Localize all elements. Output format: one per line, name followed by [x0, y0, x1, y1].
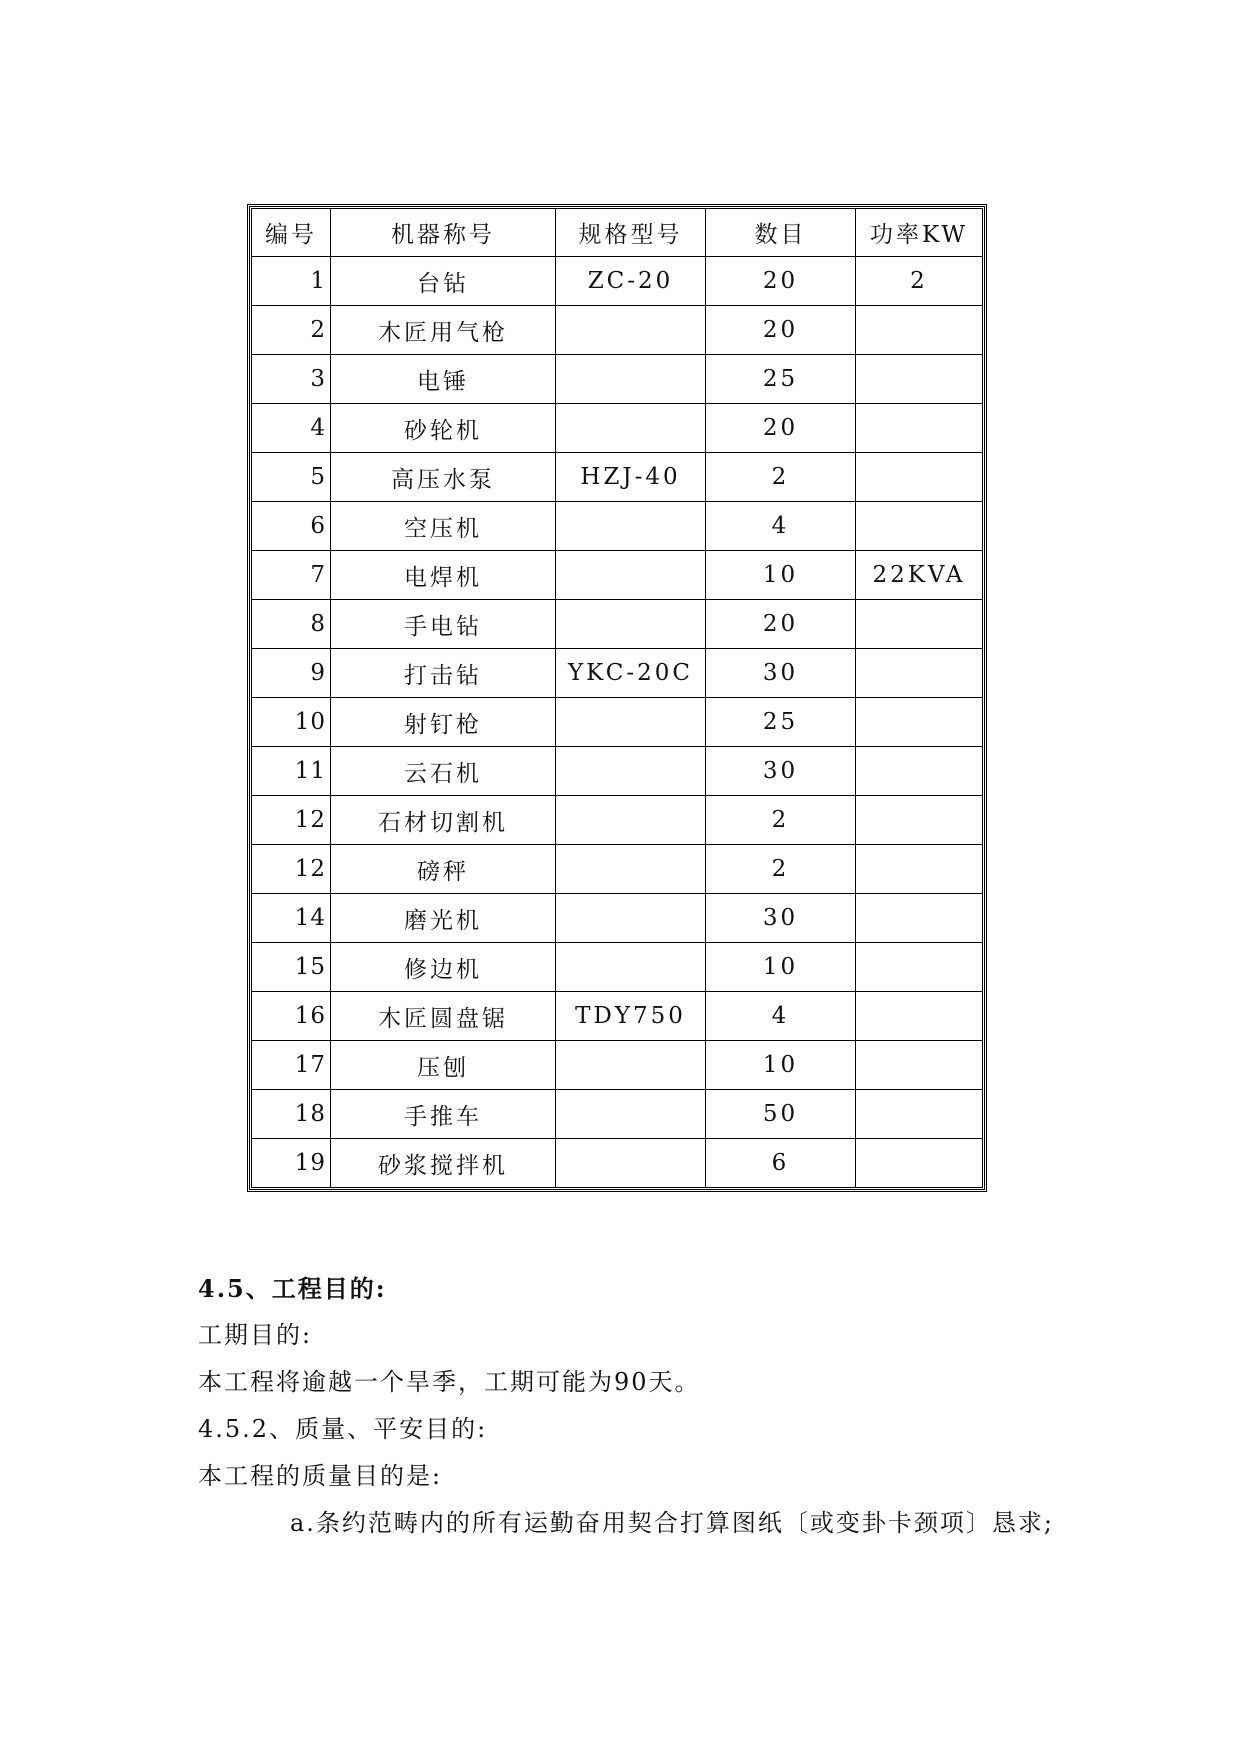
equipment-table [251, 208, 983, 1188]
cell-spec [556, 1139, 706, 1188]
cell-power: 2 [856, 257, 983, 306]
cell-power [856, 600, 983, 649]
cell-qty: 4 [706, 992, 856, 1041]
header-name: 机器称号 [331, 209, 556, 257]
cell-qty: 20 [706, 306, 856, 355]
cell-name: 高压水泵 [331, 453, 556, 502]
cell-spec [556, 502, 706, 551]
table-row [252, 894, 983, 943]
cell-qty: 2 [706, 796, 856, 845]
cell-qty: 10 [706, 943, 856, 992]
cell-power: 22KVA [856, 551, 983, 600]
cell-name: 磅秤 [331, 845, 556, 894]
cell-name: 打击钻 [331, 649, 556, 698]
cell-power [856, 355, 983, 404]
header-power: 功率KW [856, 209, 983, 257]
header-spec: 规格型号 [556, 209, 706, 257]
table-row [252, 845, 983, 894]
cell-power [856, 453, 983, 502]
section-heading: 4.5、工程目的: [198, 1274, 387, 1303]
table-row [252, 453, 983, 502]
cell-power [856, 894, 983, 943]
cell-name: 手推车 [331, 1090, 556, 1139]
cell-spec [556, 698, 706, 747]
table-row [252, 1041, 983, 1090]
paragraph-quality-intro: 本工程的质量目的是: [198, 1462, 443, 1490]
cell-spec [556, 600, 706, 649]
cell-qty: 2 [706, 453, 856, 502]
cell-no: 1 [252, 257, 331, 306]
cell-name: 石材切割机 [331, 796, 556, 845]
paragraph-schedule: 本工程将逾越一个旱季，工期可能为90天。 [198, 1368, 701, 1396]
cell-no: 5 [252, 453, 331, 502]
cell-name: 射钉枪 [331, 698, 556, 747]
cell-spec [556, 845, 706, 894]
table-row [252, 698, 983, 747]
cell-no: 10 [252, 698, 331, 747]
cell-qty: 10 [706, 551, 856, 600]
header-qty: 数目 [706, 209, 856, 257]
table-row [252, 306, 983, 355]
cell-name: 砂浆搅拌机 [331, 1139, 556, 1188]
cell-qty: 10 [706, 1041, 856, 1090]
cell-power [856, 1090, 983, 1139]
cell-power [856, 1041, 983, 1090]
cell-name: 空压机 [331, 502, 556, 551]
cell-no: 11 [252, 747, 331, 796]
table-row [252, 551, 983, 600]
cell-no: 18 [252, 1090, 331, 1139]
cell-power [856, 306, 983, 355]
table-row [252, 404, 983, 453]
cell-name: 手电钻 [331, 600, 556, 649]
cell-spec [556, 306, 706, 355]
cell-spec: ZC-20 [556, 257, 706, 306]
cell-spec [556, 747, 706, 796]
paragraph-quality-title: 4.5.2、质量、平安目的: [198, 1415, 488, 1443]
cell-qty: 6 [706, 1139, 856, 1188]
table-row [252, 992, 983, 1041]
cell-power [856, 698, 983, 747]
cell-power [856, 502, 983, 551]
cell-no: 8 [252, 600, 331, 649]
cell-qty: 4 [706, 502, 856, 551]
cell-spec: HZJ-40 [556, 453, 706, 502]
cell-power [856, 649, 983, 698]
cell-power [856, 747, 983, 796]
cell-spec [556, 1090, 706, 1139]
cell-spec [556, 551, 706, 600]
cell-spec [556, 404, 706, 453]
cell-no: 4 [252, 404, 331, 453]
cell-power [856, 796, 983, 845]
cell-qty: 50 [706, 1090, 856, 1139]
cell-no: 12 [252, 845, 331, 894]
cell-no: 19 [252, 1139, 331, 1188]
header-no: 编号 [252, 209, 331, 257]
table-row [252, 1139, 983, 1188]
cell-spec: YKC-20C [556, 649, 706, 698]
cell-power [856, 943, 983, 992]
cell-power [856, 404, 983, 453]
cell-name: 压刨 [331, 1041, 556, 1090]
cell-power [856, 992, 983, 1041]
cell-spec: TDY750 [556, 992, 706, 1041]
cell-spec [556, 894, 706, 943]
body-text [198, 1265, 1058, 1547]
table-row [252, 600, 983, 649]
cell-no: 7 [252, 551, 331, 600]
cell-power [856, 845, 983, 894]
equipment-table-frame [247, 204, 987, 1192]
paragraph-quality-item-a: a.条约范畴内的所有运勤奋用契合打算图纸〔或变卦卡颈项〕恳求; [290, 1509, 1055, 1537]
cell-qty: 30 [706, 894, 856, 943]
cell-no: 15 [252, 943, 331, 992]
table-row [252, 355, 983, 404]
table-header-row [252, 209, 983, 257]
cell-name: 木匠用气枪 [331, 306, 556, 355]
cell-name: 电焊机 [331, 551, 556, 600]
cell-no: 14 [252, 894, 331, 943]
cell-spec [556, 796, 706, 845]
table-row [252, 747, 983, 796]
cell-qty: 20 [706, 404, 856, 453]
cell-qty: 2 [706, 845, 856, 894]
table-row [252, 796, 983, 845]
cell-name: 磨光机 [331, 894, 556, 943]
cell-qty: 25 [706, 698, 856, 747]
cell-power [856, 1139, 983, 1188]
table-row [252, 257, 983, 306]
cell-name: 砂轮机 [331, 404, 556, 453]
cell-qty: 25 [706, 355, 856, 404]
cell-no: 6 [252, 502, 331, 551]
cell-spec [556, 355, 706, 404]
cell-name: 修边机 [331, 943, 556, 992]
cell-no: 12 [252, 796, 331, 845]
cell-no: 3 [252, 355, 331, 404]
cell-spec [556, 943, 706, 992]
cell-no: 16 [252, 992, 331, 1041]
cell-no: 17 [252, 1041, 331, 1090]
paragraph-schedule-title: 工期目的: [198, 1321, 313, 1349]
table-row [252, 1090, 983, 1139]
cell-no: 9 [252, 649, 331, 698]
cell-qty: 20 [706, 257, 856, 306]
cell-qty: 20 [706, 600, 856, 649]
cell-spec [556, 1041, 706, 1090]
table-row [252, 502, 983, 551]
cell-no: 2 [252, 306, 331, 355]
cell-name: 木匠圆盘锯 [331, 992, 556, 1041]
cell-name: 台钻 [331, 257, 556, 306]
table-row [252, 943, 983, 992]
cell-qty: 30 [706, 649, 856, 698]
table-row [252, 649, 983, 698]
cell-qty: 30 [706, 747, 856, 796]
cell-name: 云石机 [331, 747, 556, 796]
cell-name: 电锤 [331, 355, 556, 404]
